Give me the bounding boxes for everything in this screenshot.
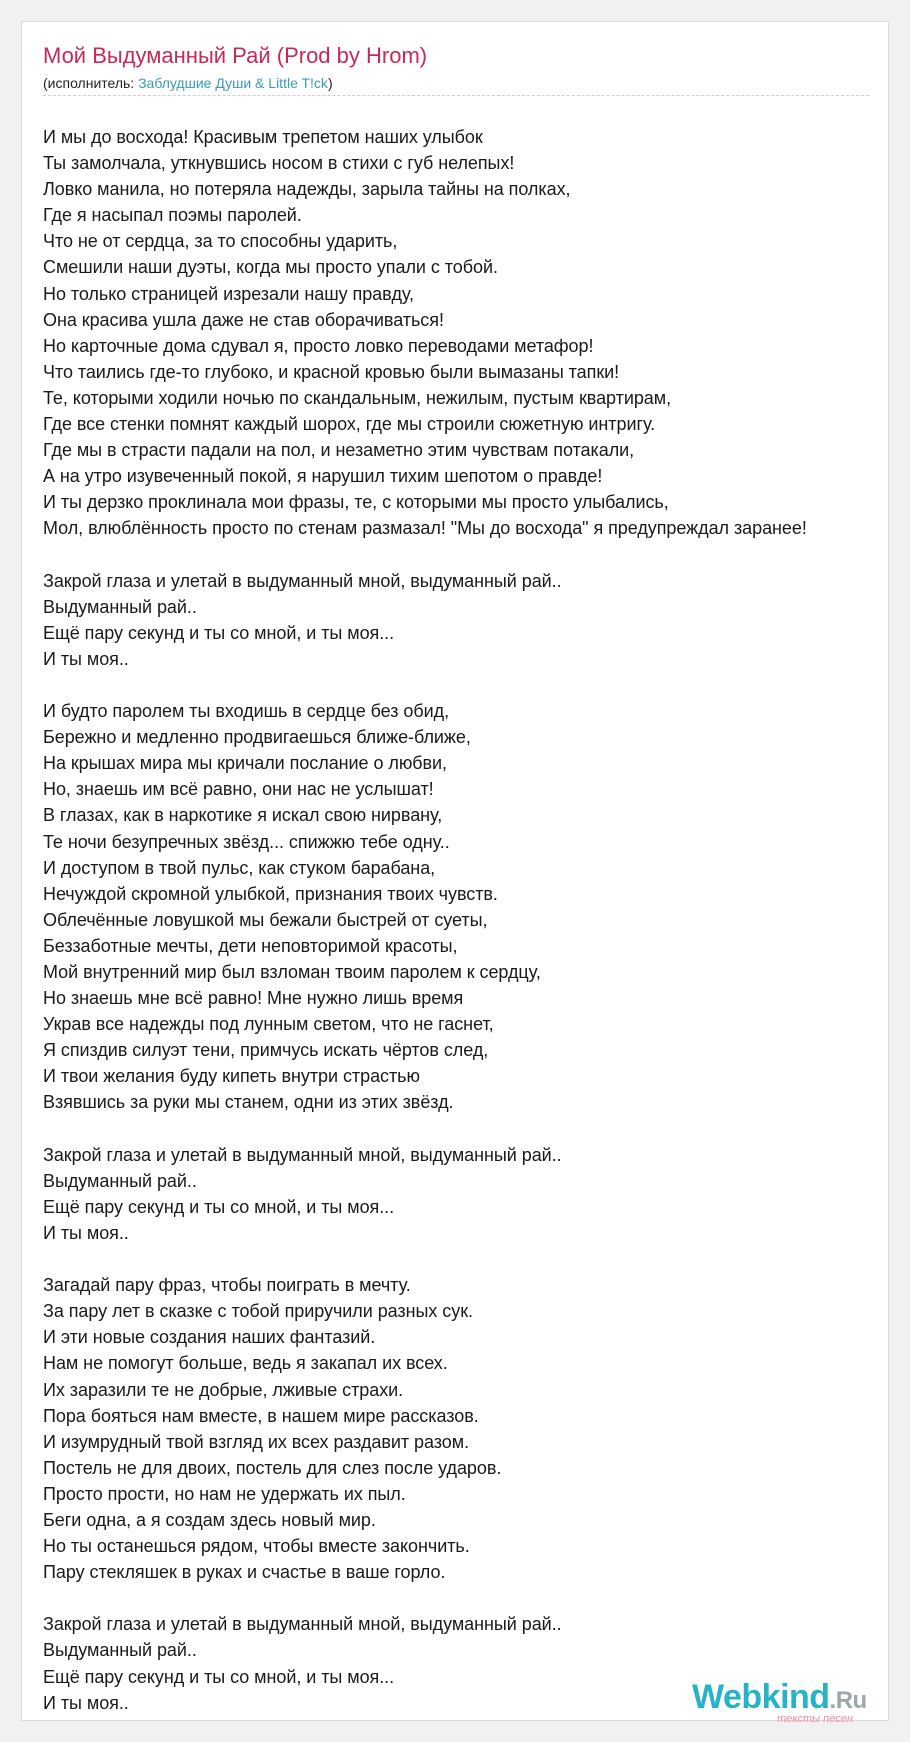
lyric-line: Закрой глаза и улетай в выдуманный мной, выдуманный рай.. [43,1144,562,1165]
lyric-line: И ты моя.. [43,1692,129,1713]
lyric-line: Украв все надежды под лунным светом, что не гаснет, [43,1014,494,1035]
lyric-line: Закрой глаза и улетай в выдуманный мной, выдуманный рай.. [43,570,562,591]
lyric-line: А на утро изувеченный покой, я нарушил тихим шепотом о правде! [43,466,603,487]
lyric-line: Нам не помогут больше, ведь я закапал их всех. [43,1353,448,1374]
lyric-line: Я спиздив силуэт тени, примчусь искать чёртов след, [43,1040,489,1061]
lyric-line: И ты моя.. [43,648,129,669]
lyric-line: И доступом в твой пульс, как стуком барабана, [43,857,436,878]
logo-suffix-text: .Ru [829,1687,867,1714]
lyric-line: Но карточные дома сдувал я, просто ловко переводами метафор! [43,335,594,356]
lyric-line: Где все стенки помнят каждый шорох, где мы строили сюжетную интригу. [43,414,656,435]
lyric-line: Те ночи безупречных звёзд... спижжю тебе одну.. [43,831,450,852]
lyrics-stanza [43,568,807,672]
lyric-line: И эти новые создания наших фантазий. [43,1327,376,1348]
lyric-line: Облечённые ловушкой мы бежали быстрей от суеты, [43,909,488,930]
lyric-line: И ты моя.. [43,1222,129,1243]
header-divider [43,95,869,96]
logo-main-text: Webkind [692,1678,830,1716]
lyric-line: Выдуманный рай.. [43,596,197,617]
lyric-line: Пару стекляшек в руках и счастье в ваше горло. [43,1562,446,1583]
lyric-line: Нечуждой скромной улыбкой, признания твоих чувств. [43,883,498,904]
lyric-line: Просто прости, но нам не удержать их пыл. [43,1483,406,1504]
artist-prefix: (исполнитель: [43,75,139,91]
lyric-line: И изумрудный твой взгляд их всех раздавит разом. [43,1431,470,1452]
lyric-line: Взявшись за руки мы станем, одни из этих звёзд. [43,1092,454,1113]
lyric-line: Выдуманный рай.. [43,1170,197,1191]
lyric-line: За пару лет в сказке с тобой приручили разных сук. [43,1301,473,1322]
lyric-line: Где мы в страсти падали на пол, и незаметно этим чувствам потакали, [43,440,635,461]
lyric-line: Закрой глаза и улетай в выдуманный мной, выдуманный рай.. [43,1614,562,1635]
lyric-line: Что таились где-то глубоко, и красной кровью были вымазаны тапки! [43,361,620,382]
lyric-line: Но ты останешься рядом, чтобы вместе закончить. [43,1536,470,1557]
lyric-line: Бережно и медленно продвигаешься ближе-ближе, [43,727,471,748]
lyric-line: Ещё пару секунд и ты со мной, и ты моя... [43,622,395,643]
artist-link[interactable]: Заблудшие Души & Little T!ck [138,75,328,91]
lyrics-stanza [43,1272,807,1585]
lyric-line: Но знаешь мне всё равно! Мне нужно лишь время [43,988,464,1009]
lyric-line: Но, знаешь им всё равно, они нас не услышат! [43,779,434,800]
lyric-line: Беззаботные мечты, дети неповторимой красоты, [43,935,458,956]
lyric-line: Ловко манила, но потеряла надежды, зарыла тайны на полках, [43,179,571,200]
webkind-logo[interactable] [692,1677,892,1737]
lyrics-card [21,21,889,1725]
lyric-line: На крышах мира мы кричали послание о любви, [43,753,448,774]
lyric-line: И будто паролем ты входишь в сердце без обид, [43,701,450,722]
lyric-line: И мы до восхода! Красивым трепетом наших улыбок [43,127,483,147]
lyrics-stanza [43,698,807,1116]
artist-suffix: ) [327,75,333,91]
lyric-line: Где я насыпал поэмы паролей. [43,205,302,226]
lyric-line: Она красива ушла даже не став оборачиваться! [43,309,444,330]
lyric-line: Мол, влюблённость просто по стенам размазал! "Мы до восхода" я предупреждал заранее! [43,518,807,539]
lyric-line: Ещё пару секунд и ты со мной, и ты моя... [43,1666,395,1687]
artist-line [43,74,333,92]
lyric-line: Загадай пару фраз, чтобы поиграть в мечту. [43,1275,411,1296]
lyric-line: В глазах, как в наркотике я искал свою нирвану, [43,805,443,826]
lyric-line: Но только страницей изрезали нашу правду, [43,283,415,304]
lyric-line: Что не от сердца, за то способны ударить, [43,231,398,252]
lyric-line: Пора бояться нам вместе, в нашем мире рассказов. [43,1405,479,1426]
lyrics-stanza [43,124,807,542]
lyric-line: Ещё пару секунд и ты со мной, и ты моя... [43,1196,395,1217]
lyric-line: Их заразили те не добрые, лживые страхи. [43,1379,404,1400]
lyric-line: Постель не для двоих, постель для слез после ударов. [43,1457,502,1478]
lyrics-stanza [43,1142,807,1246]
page-title: Мой Выдуманный Рай (Prod by Hrom) [43,43,428,68]
lyric-line: Смешили наши дуэты, когда мы просто упали с тобой. [43,257,498,278]
logo-subtitle: тексты песен [777,1713,853,1725]
lyric-line: Те, которыми ходили ночью по скандальным, нежилым, пустым квартирам, [43,387,672,408]
lyric-line: Мой внутренний мир был взломан твоим паролем к сердцу, [43,962,541,982]
lyrics-body [43,124,807,1716]
lyric-line: Ты замолчала, уткнувшись носом в стихи с губ нелепых! [43,153,515,174]
lyric-line: Беги одна, а я создам здесь новый мир. [43,1509,376,1530]
lyric-line: Выдуманный рай.. [43,1640,197,1661]
lyric-line: И ты дерзко проклинала мои фразы, те, с которыми мы просто улыбались, [43,492,669,513]
lyric-line: И твои желания буду кипеть внутри страстью [43,1066,420,1087]
